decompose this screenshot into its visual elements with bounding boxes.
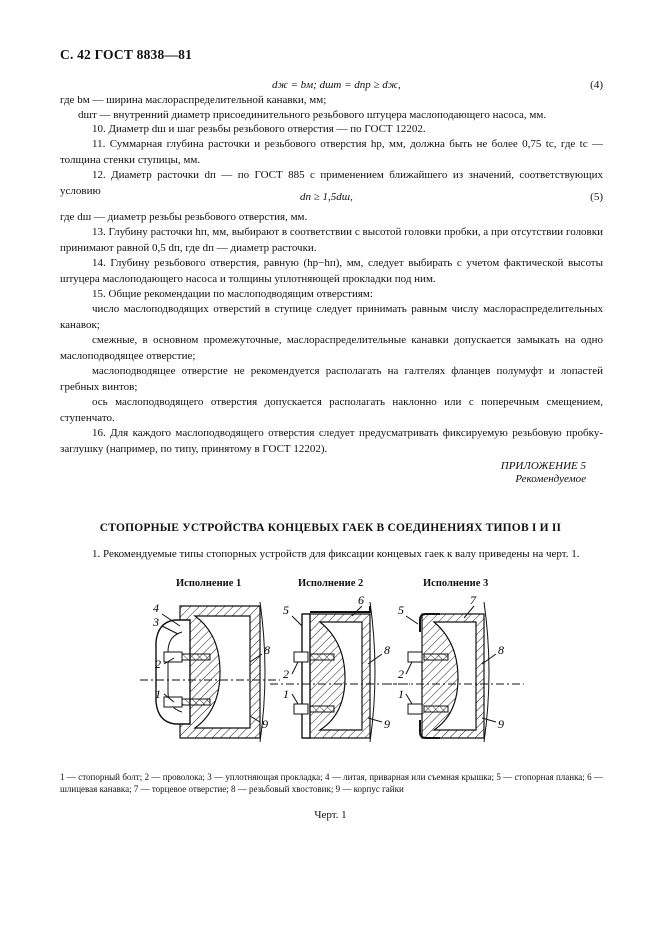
v3-callout-5: 5 <box>398 603 404 617</box>
v1-callout-8: 8 <box>264 643 270 657</box>
paragraph-15a: число маслоподводящих отверстий в ступице следует принимать равным числу маслораспределительных канавок; <box>60 303 603 331</box>
equation-5: dп ≥ 1,5dш, <box>300 191 353 203</box>
paragraph-15d: ось маслоподводящего отверстия допускается располагать наклонно или с поперечным смещением, ступенчато. <box>60 396 603 424</box>
paragraph-14: 14. Глубину резьбового отверстия, равную (hр−hп), мм, следует выбирать с учетом фактической высоты штуцера маслоподающего насоса и толщины уплотняющей прокладки под ним. <box>60 257 603 285</box>
paragraph-12: 12. Диаметр расточки dп — по ГОСТ 885 с применением ближайшего из значений, соответствующих условию <box>60 169 603 197</box>
definition-bm: где bм — ширина маслораспределительной канавки, мм; <box>60 94 327 106</box>
v2-callout-2: 2 <box>283 667 289 681</box>
v1-callout-2: 2 <box>155 657 161 671</box>
paragraph-15c: маслоподводящее отверстие не рекомендуется располагать на галтелях фланцев полумуфт и лопастей гребных винтов; <box>60 365 603 393</box>
v3-callout-2: 2 <box>398 667 404 681</box>
definition-dsht: dшт — внутренний диаметр присоединительного резьбового штуцера маслоподающего насоса, мм. <box>78 109 547 121</box>
v3-callout-8: 8 <box>498 643 504 657</box>
v1-callout-1: 1 <box>155 687 161 701</box>
v1-callout-3: 3 <box>153 615 159 629</box>
variant-1-label: Исполнение 1 <box>176 578 242 589</box>
v1-callout-4: 4 <box>153 601 159 615</box>
paragraph-15: 15. Общие рекомендации по маслоподводящим отверстиям: <box>92 288 373 300</box>
figure-label: Черт. 1 <box>314 809 347 821</box>
paragraph-10: 10. Диаметр dш и шаг резьбы резьбового отверстия — по ГОСТ 12202. <box>92 123 426 135</box>
v1-callout-9: 9 <box>262 717 268 731</box>
v2-callout-8: 8 <box>384 643 390 657</box>
paragraph-16: 16. Для каждого маслоподводящего отверстия следует предусматривать фиксируемую резьбовую пробку-заглушку (например, по типу, принятому в ГОСТ 12202). <box>60 427 603 455</box>
appendix-label <box>501 460 586 486</box>
locking-devices-drawing <box>120 592 550 762</box>
variant-2-label: Исполнение 2 <box>298 578 364 589</box>
appendix-title: ПРИЛОЖЕНИЕ 5 <box>500 460 586 472</box>
variant-3-label: Исполнение 3 <box>423 578 489 589</box>
v2-callout-5: 5 <box>283 603 289 617</box>
v2-callout-1: 1 <box>283 687 289 701</box>
equation-4-number: (4) <box>590 79 603 91</box>
v3-callout-1: 1 <box>398 687 404 701</box>
equation-5-number: (5) <box>590 191 603 203</box>
v2-callout-6: 6 <box>358 593 364 607</box>
paragraph-1: 1. Рекомендуемые типы стопорных устройств для фиксации концевых гаек к валу приведены на черт. 1. <box>92 548 580 560</box>
equation-4: dж = bм; dшт = dпр ≥ dж, <box>272 79 401 91</box>
paragraph-13: 13. Глубину расточки hп, мм, выбирают в соответствии с высотой головки пробки, а при отсутствии головки принимают равной 0,5 dп, где dп — диаметр расточки. <box>60 226 603 254</box>
paragraph-11: 11. Суммарная глубина расточки и резьбового отверстия hр, мм, должна быть не более 0,75 tс, где tс — толщина стенки ступицы, мм. <box>60 138 603 166</box>
appendix-subtitle: Рекомендуемое <box>515 473 586 485</box>
section-title: СТОПОРНЫЕ УСТРОЙСТВА КОНЦЕВЫХ ГАЕК В СОЕДИНЕНИЯХ ТИПОВ I И II <box>99 522 562 534</box>
v3-callout-9: 9 <box>498 717 504 731</box>
v2-callout-9: 9 <box>384 717 390 731</box>
figure-caption: 1 — стопорный болт; 2 — проволока; 3 — уплотняющая прокладка; 4 — литая, приварная или съемная крышка; 5 — стопорная планка; 6 — шлицевая канавка; 7 — торцевое отверстие; 8 — резьбовый хвостовик; 9 — корпус гайки <box>60 772 603 794</box>
page-header: С. 42 ГОСТ 8838—81 <box>60 47 193 62</box>
v3-callout-7: 7 <box>470 593 476 607</box>
definition-dsh: где dш — диаметр резьбы резьбового отверстия, мм. <box>60 211 308 223</box>
paragraph-15b: смежные, в основном промежуточные, маслораспределительные канавки допускается замыкать на одно маслоподводящее отверстие; <box>60 334 603 362</box>
